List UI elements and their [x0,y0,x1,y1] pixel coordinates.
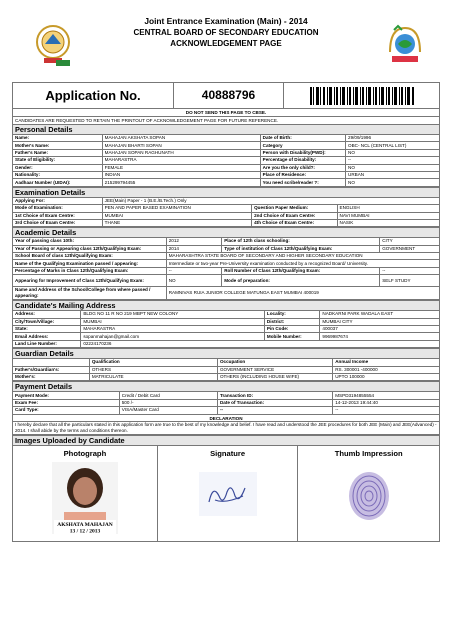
field-label: 3rd Choice of Exam Centre: [13,219,103,226]
field-value: MAHAJAN BHARTI SOPAN [102,142,260,149]
thumb-impression-caption: Thumb Impression [334,448,403,458]
section-mailing-address: Candidate's Mailing Address [12,300,440,310]
field-label: Father's Name: [13,149,103,156]
photograph-column [13,446,158,541]
guardian-details-table [12,358,440,381]
jee-logo-icon [384,22,426,70]
field-value: UPTO 100000 [333,373,440,380]
field-value: 14-12-2013 19:44:40 [333,399,440,406]
field-value: GOVERNMENT SERVICE [217,366,332,373]
field-label: Mode of preparation: [222,275,380,287]
field-label: Question Paper Medium: [252,205,337,212]
field-label: Roll Number of Class 12th/Qualifying Exam: [222,267,380,274]
candidate-photo [52,462,118,534]
field-value: MAHAJAN AKSHATA SOPAN [102,135,260,142]
table-row [13,287,440,300]
field-label: Name of the Qualifying Examination passed / appearing: [13,260,167,267]
field-label: Type of institution of Class 12th/Qualifying Exam: [222,245,380,252]
notice-box [12,108,440,124]
table-row [13,157,440,164]
field-value: PEN AND PAPER BASED EXAMINATION [102,205,251,212]
field-label: State: [13,326,81,333]
field-label: Card Type: [13,407,120,414]
table-row [13,275,440,287]
application-number-label: Application No. [45,88,141,103]
field-value: SELF STUDY [380,275,440,287]
table-row [13,149,440,156]
section-academic-details: Academic Details [12,227,440,237]
field-value: MUMBAI [102,212,251,219]
column-header: Annual Income [333,359,440,366]
field-value: MUMBAI CITY [320,318,440,325]
table-row [13,407,440,414]
table-row [13,135,440,142]
field-value: 2012 [166,238,222,245]
table-header-row [13,359,440,366]
field-label: Nationality: [13,171,103,178]
field-value: sopanmahajan@gmail.com [81,333,265,340]
field-value: 02224170236 [81,340,440,347]
field-label: Year of passing class 10th: [13,238,167,245]
field-value: CITY [380,238,440,245]
table-row [13,267,440,274]
field-value: 215299794455 [102,179,260,186]
field-label: Appearing for Improvement of Class 12th/Qualifying Exam: [13,275,167,287]
field-label: Place of Residence: [260,171,345,178]
field-label: Category [260,142,345,149]
field-value: 500 /- [119,399,217,406]
field-value: NAVI MUMBAI [337,212,440,219]
field-label: Year of Passing or Appearing class 12th/Qualifying Exam: [13,245,167,252]
table-row [13,212,440,219]
field-value: FEMALE [102,164,260,171]
field-value: 2014 [166,245,222,252]
field-value: Credit / Debit Card [119,392,217,399]
field-label: School Board of class 12th/Qualifying Exam: [13,253,167,260]
field-value: MUMBAI [81,318,265,325]
field-value: NO [346,179,440,186]
field-value: MAHARASTRA [81,326,265,333]
table-row [13,260,440,267]
header-line-3: ACKNOWLEDGEMENT PAGE [170,39,282,48]
table-row [13,238,440,245]
personal-details-table [12,134,440,187]
notice-line-2: CANDIDATES ARE REQUESTED TO RETAIN THE PRINTOUT OF ACKNOWLEDGEMENT PAGE FOR FUTURE REFERENCE. [13,116,439,124]
table-row [13,142,440,149]
table-row [13,340,440,347]
field-label: Mother's: [13,373,90,380]
field-label: Date of Transaction: [217,399,332,406]
field-label: Name: [13,135,103,142]
table-row [13,392,440,399]
field-label: 1st Choice of Exam Centre: [13,212,103,219]
thumb-impression-image [339,464,399,528]
field-value: THANE [102,219,251,226]
field-label: State of Eligibility: [13,157,103,164]
table-row [13,179,440,186]
section-guardian-details: Guardian Details [12,348,440,358]
examination-details-table [12,197,440,228]
barcode [283,83,439,108]
field-label: Gender: [13,164,103,171]
field-value: NO [346,149,440,156]
field-value: 400037 [320,326,440,333]
field-value: RAMNIVAS RUIA JUNIOR COLLEGE MATUNGA EAST MUMBAI 400019 [166,287,439,300]
field-label: You need scribe/reader ?: [260,179,345,186]
field-value: MATRICULATE [89,373,217,380]
field-label: Transaction ID: [217,392,332,399]
declaration-text: I hereby declare that all the particulars stated in this application form are true to the best of my knowledge and belief. I have read and understood the JEE procedures for both JEE (Main) and JEE(Advanced) - 2014. I shall abide by the terms and conditions thereon. [12,422,440,435]
field-value: -- [346,157,440,164]
field-label: Mobile Number: [264,333,320,340]
column-header: Qualification [89,359,217,366]
table-row [13,399,440,406]
photograph-caption: Photograph [63,448,107,458]
table-row [13,318,440,325]
field-value: -- [166,267,222,274]
field-value: MSPD3194855554 [333,392,440,399]
cbse-logo-icon [32,22,74,70]
field-label: Payment Mode: [13,392,120,399]
field-value: URBAN [346,171,440,178]
field-value: NADKARNI PARK WADALA EAST [320,311,440,318]
field-value: INDIAN [102,171,260,178]
field-label: Father's/Guardian's: [13,366,90,373]
section-images: Images Uploaded by Candidate [12,435,440,445]
field-label: Mother's Name: [13,142,103,149]
field-label: Percentage of Marks in Class 12th/Qualifying Exam: [13,267,167,274]
payment-details-table [12,391,440,414]
section-examination-details: Examination Details [12,187,440,197]
notice-line-1: DO NOT SEND THIS PAGE TO CBSE. [185,110,267,115]
field-label: City/Town/Village: [13,318,81,325]
photo-name-text: AKSHATA MAHAJAN [57,521,113,528]
thumb-impression-column [298,446,439,541]
table-row [13,373,440,380]
field-value: NASIK [337,219,440,226]
empty-cell [13,359,90,366]
table-row [13,245,440,252]
application-number-value: 40888796 [173,83,283,108]
field-label: Locality: [264,311,320,318]
table-row [13,171,440,178]
table-row [13,333,440,340]
field-label: Mode of Examination: [13,205,103,212]
images-panel [12,445,440,542]
field-label: Are you the only child?: [260,164,345,171]
table-row [13,219,440,226]
table-row [13,205,440,212]
signature-caption: Signature [210,448,246,458]
field-label: Name and Address of the School/College from where passed / appearing: [13,287,167,300]
section-personal-details: Personal Details [12,124,440,134]
field-value: VISA/Master Card [119,407,217,414]
signature-image [193,466,263,522]
field-value: -- [333,407,440,414]
field-value: JEE(Main) Paper - 1 (B.E./B.Tech.) Only [102,197,439,204]
photo-date-text: 13 / 12 / 2013 [69,528,101,534]
field-value: BLDG NO 11 R NO 219 MBPT NEW COLONY [81,311,265,318]
header-line-1: Joint Entrance Examination (Main) - 2014 [144,16,308,26]
field-label: Place of 12th class schooling: [222,238,380,245]
field-value: 9969987674 [320,333,440,340]
table-row [13,366,440,373]
field-label: Exam Fee: [13,399,120,406]
field-label: Date of Birth: [260,135,345,142]
header-line-2: CENTRAL BOARD OF SECONDARY EDUCATION [133,28,319,37]
field-value: RS. 300001 -400000 [333,366,440,373]
declaration-heading: DECLARATION [12,415,440,422]
column-header: Occupation [217,359,332,366]
field-value: MAHARASHTRA STATE BOARD OF SECONDARY AND HIGHER SECONDARY EDUCATION [166,253,439,260]
field-value: MAHARASTRA [102,157,260,164]
field-label: 2nd Choice of Exam Centre: [252,212,337,219]
field-label: Land Line Number: [13,340,81,347]
signature-column [158,446,299,541]
mailing-address-table [12,310,440,348]
field-label: Pin Code: [264,326,320,333]
field-label: Address: [13,311,81,318]
field-label: 4th Choice of Exam Centre: [252,219,337,226]
field-value: Intermediate or two-year Pre-University examination conducted by a recognized Board/ University. [166,260,439,267]
table-row [13,326,440,333]
application-number-bar [12,82,440,108]
field-label: Percentage of Disability: [260,157,345,164]
field-value: NO [346,164,440,171]
field-value: ENGLISH [337,205,440,212]
field-value: 29/09/1996 [346,135,440,142]
table-row [13,197,440,204]
barcode-icon [310,87,414,105]
field-value: OTHERS [89,366,217,373]
field-value: -- [380,267,440,274]
field-label: District: [264,318,320,325]
field-value: GOVERNMENT [380,245,440,252]
field-value: OBC- NCL (CENTRAL LIST) [346,142,440,149]
field-label: Email Address: [13,333,81,340]
field-value: NO [166,275,222,287]
table-row [13,253,440,260]
field-label: Applying For: [13,197,103,204]
field-label: Person with Disability(PWD): [260,149,345,156]
academic-details-table [12,237,440,300]
page-header [12,16,440,82]
field-label: -- [217,407,332,414]
table-row [13,311,440,318]
field-value: OTHERS (INCLUDING HOUSE WIFE) [217,373,332,380]
section-payment-details: Payment Details [12,381,440,391]
field-label: Aadhaar Number (UIDAI): [13,179,103,186]
table-row [13,164,440,171]
field-value: MAHAJAN SOPAN RAGHUNATH [102,149,260,156]
